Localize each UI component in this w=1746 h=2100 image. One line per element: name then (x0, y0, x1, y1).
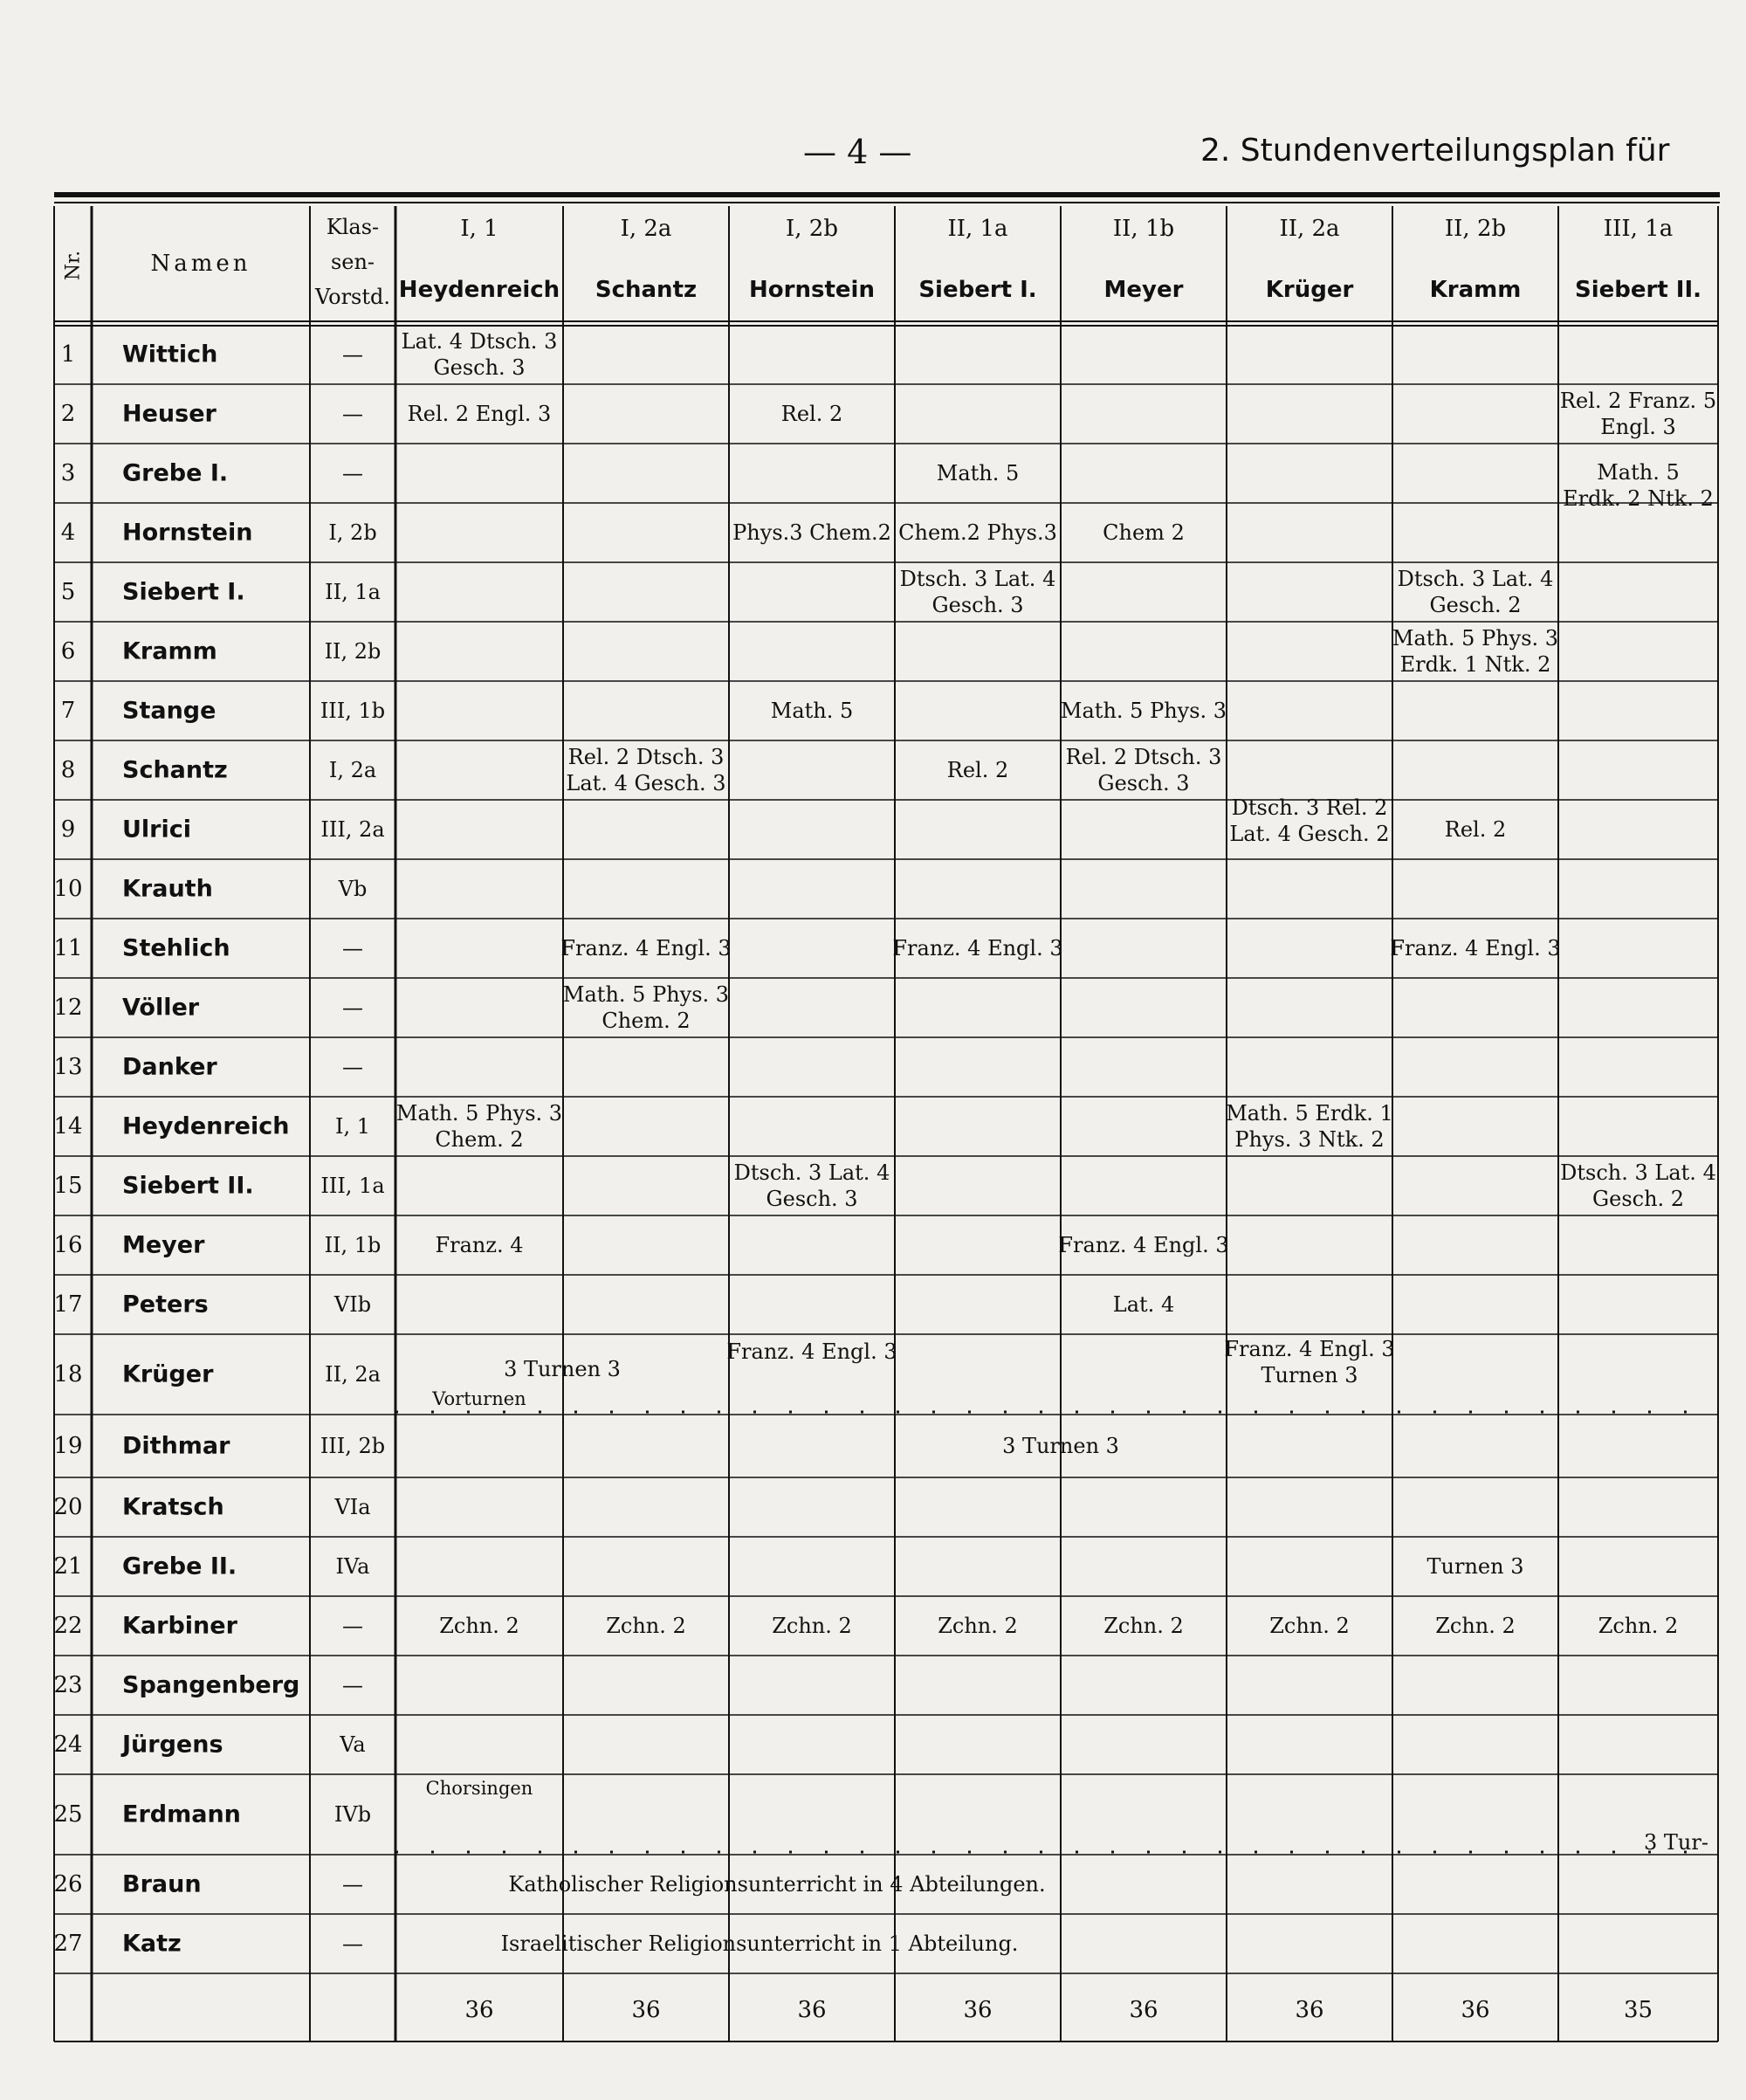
row-vorstand: Vb (338, 877, 368, 901)
col-header-class: II, 2b (1444, 216, 1507, 242)
assignment-cell: Dtsch. 3 Lat. 4 Gesch. 2 (1560, 1160, 1716, 1211)
col-header-class: II, 2a (1279, 216, 1340, 242)
assignment-cell: Math. 5 Erdk. 2 Ntk. 2 (1563, 460, 1714, 511)
teacher-name: Kratsch (122, 1493, 224, 1521)
row-number: 18 (53, 1361, 83, 1387)
assignment-cell: Math. 5 Erdk. 1 Phys. 3 Ntk. 2 (1226, 1101, 1393, 1152)
teacher-name: Stehlich (122, 934, 230, 962)
row-vorstand: II, 2b (324, 639, 382, 664)
column-total: 36 (963, 1997, 993, 2023)
assignment-cell: Franz. 4 Engl. 3 (1058, 1233, 1229, 1257)
assignment-cell: Zchn. 2 (938, 1614, 1018, 1638)
row-vorstand: VIa (334, 1495, 371, 1519)
row-vorstand: — (342, 402, 363, 426)
teacher-name: Danker (122, 1053, 217, 1081)
col-header-teacher: Kramm (1429, 277, 1522, 303)
row-vorstand: — (342, 1872, 363, 1897)
col-header-teacher: Heydenreich (398, 277, 560, 303)
column-total: 36 (631, 1997, 661, 2023)
row-number: 1 (60, 341, 76, 368)
row-number: 19 (53, 1433, 83, 1459)
teacher-name: Siebert II. (122, 1172, 254, 1200)
page-title: 2. Stundenverteilungsplan für (1200, 133, 1670, 169)
column-total: 36 (1461, 1997, 1490, 2023)
assignment-cell: Phys.3 Chem.2 (732, 520, 891, 545)
row-number: 23 (53, 1672, 83, 1698)
column-total: 36 (797, 1997, 827, 2023)
col-header-teacher: Hornstein (749, 277, 875, 303)
teacher-name: Peters (122, 1291, 209, 1319)
assignment-cell: 3 Turnen 3 (504, 1357, 621, 1381)
col-header-class: II, 1b (1112, 216, 1175, 242)
row-vorstand: VIb (333, 1292, 372, 1317)
col-header-namen: Namen (150, 251, 251, 277)
teacher-name: Erdmann (122, 1800, 241, 1828)
row-number: 12 (53, 995, 83, 1021)
teacher-name: Dithmar (122, 1432, 230, 1460)
row-number: 9 (60, 816, 76, 843)
row-number: 15 (53, 1173, 83, 1199)
assignment-cell: Dtsch. 3 Lat. 4 Gesch. 3 (899, 567, 1056, 617)
assignment-cell: Math. 5 Phys. 3 Chem. 2 (395, 1101, 563, 1152)
row-vorstand: — (342, 995, 363, 1020)
column-total: 36 (1295, 1997, 1324, 2023)
col-header-teacher: Siebert I. (918, 277, 1037, 303)
assignment-cell: Chem.2 Phys.3 (898, 520, 1057, 545)
row-number: 22 (53, 1613, 83, 1639)
teacher-name: Jürgens (122, 1731, 223, 1759)
row-number: 8 (60, 757, 76, 783)
row-vorstand: — (342, 1055, 363, 1079)
teacher-name: Katz (122, 1930, 182, 1958)
row-vorstand: II, 2a (325, 1362, 381, 1387)
row-vorstand: III, 1a (320, 1174, 385, 1198)
col-header-nr: Nr. (62, 250, 85, 281)
column-total: 36 (1129, 1997, 1158, 2023)
row-number: 25 (53, 1801, 83, 1828)
assignment-cell: Rel. 2 Dtsch. 3 Gesch. 3 (1065, 745, 1222, 795)
row-vorstand: — (342, 936, 363, 960)
assignment-cell: Zchn. 2 (772, 1614, 852, 1638)
assignment-cell: Dtsch. 3 Lat. 4 Gesch. 2 (1397, 567, 1554, 617)
assignment-cell: Franz. 4 (435, 1233, 524, 1257)
col-header-class: II, 1a (947, 216, 1008, 242)
teacher-name: Ulrici (122, 816, 192, 843)
assignment-cell: Chem 2 (1103, 520, 1185, 545)
row-number: 16 (53, 1232, 83, 1258)
teacher-name: Meyer (122, 1231, 205, 1259)
row-number: 6 (60, 638, 76, 664)
assignment-cell: Rel. 2 Dtsch. 3 Lat. 4 Gesch. 3 (566, 745, 726, 795)
row-vorstand: I, 1 (334, 1114, 371, 1139)
row-vorstand: I, 2a (328, 758, 377, 782)
row-vorstand: I, 2b (328, 520, 377, 545)
row-vorstand: III, 1b (320, 699, 386, 723)
page-number: — 4 — (803, 133, 912, 171)
row-number: 2 (60, 401, 76, 427)
assignment-cell: Lat. 4 (1112, 1292, 1175, 1317)
row-vorstand: III, 2b (320, 1434, 386, 1458)
assignment-cell: Turnen 3 (1426, 1554, 1524, 1579)
row-vorstand: — (342, 342, 363, 367)
assignment-cell: Rel. 2 (1444, 817, 1507, 842)
row-number: 4 (60, 520, 76, 546)
row-number: 5 (60, 579, 76, 605)
row-vorstand: — (342, 1931, 363, 1956)
row-number: 11 (53, 935, 83, 961)
row-vorstand: II, 1b (324, 1233, 382, 1257)
teacher-name: Stange (122, 697, 217, 725)
row-vorstand: IVb (333, 1802, 372, 1827)
row-number: 21 (53, 1553, 83, 1580)
row-vorstand: III, 2a (320, 817, 385, 842)
assignment-cell: Franz. 4 Engl. 3 Turnen 3 (1224, 1337, 1395, 1387)
assignment-cell: 3 Turnen 3 (1002, 1434, 1119, 1458)
teacher-name: Heuser (122, 400, 217, 428)
row-vorstand: Va (340, 1732, 366, 1757)
assignment-cell: Rel. 2 Franz. 5 Engl. 3 (1559, 389, 1717, 439)
row-number: 26 (53, 1871, 83, 1897)
teacher-name: Krauth (122, 875, 213, 903)
teacher-name: Völler (122, 994, 200, 1022)
assignment-cell: Rel. 2 (780, 402, 843, 426)
teacher-name: Hornstein (122, 519, 253, 547)
row-vorstand: — (342, 461, 363, 485)
row-number: 7 (60, 698, 76, 724)
col-header-class: I, 2b (786, 216, 838, 242)
row-number: 13 (53, 1054, 83, 1080)
assignment-cell: Rel. 2 Engl. 3 (407, 402, 552, 426)
assignment-cell: Math. 5 Phys. 3 (1060, 699, 1227, 723)
col-header-class: III, 1a (1603, 216, 1674, 242)
col-header-vorstand: Klas- sen- Vorstd. (314, 215, 391, 309)
assignment-cell: Math. 5 Phys. 3 Erdk. 1 Ntk. 2 (1392, 626, 1559, 677)
row-vorstand: — (342, 1673, 363, 1697)
col-header-class: I, 2a (620, 216, 672, 242)
assignment-cell: Chorsingen (425, 1778, 533, 1799)
row-number: 14 (53, 1113, 83, 1140)
assignment-cell: Lat. 4 Dtsch. 3 Gesch. 3 (401, 329, 558, 380)
col-header-class: I, 1 (460, 216, 498, 242)
assignment-cell: Math. 5 (936, 461, 1020, 485)
row-number: 27 (53, 1931, 83, 1957)
assignment-cell: Zchn. 2 (1103, 1614, 1184, 1638)
row-number: 17 (53, 1291, 83, 1318)
col-header-teacher: Siebert II. (1574, 277, 1702, 303)
teacher-name: Kramm (122, 637, 217, 665)
col-header-teacher: Krüger (1265, 277, 1354, 303)
assignment-cell: Rel. 2 (946, 758, 1009, 782)
row-number: 20 (53, 1494, 83, 1520)
teacher-name: Siebert I. (122, 578, 245, 606)
teacher-name: Krüger (122, 1360, 214, 1388)
teacher-name: Heydenreich (122, 1112, 290, 1140)
teacher-name: Grebe II. (122, 1553, 237, 1580)
assignment-cell: 3 Tur- (1644, 1830, 1708, 1855)
assignment-cell: Zchn. 2 (439, 1614, 519, 1638)
assignment-cell: Franz. 4 Engl. 3 (892, 936, 1063, 960)
assignment-cell: Zchn. 2 (1435, 1614, 1516, 1638)
assignment-cell: Math. 5 (770, 699, 854, 723)
column-total: 36 (464, 1997, 494, 2023)
row-vorstand: II, 1a (325, 580, 381, 604)
assignment-cell: Israelitischer Religionsunterricht in 1 Abteilung. (500, 1931, 1019, 1956)
assignment-cell: Franz. 4 Engl. 3 (726, 1339, 897, 1364)
col-header-teacher: Schantz (595, 277, 698, 303)
row-vorstand: IVa (335, 1554, 370, 1579)
assignment-cell: Dtsch. 3 Lat. 4 Gesch. 3 (733, 1160, 890, 1211)
row-number: 24 (53, 1732, 83, 1758)
teacher-name: Grebe I. (122, 459, 229, 487)
row-number: 10 (53, 876, 83, 902)
col-header-teacher: Meyer (1103, 277, 1184, 303)
assignment-cell: Zchn. 2 (1269, 1614, 1350, 1638)
assignment-cell: Franz. 4 Engl. 3 (1390, 936, 1561, 960)
teacher-name: Spangenberg (122, 1671, 300, 1699)
row-number: 3 (60, 460, 76, 486)
assignment-cell: Dtsch. 3 Rel. 2 Lat. 4 Gesch. 2 (1229, 795, 1390, 846)
assignment-cell: Vorturnen (432, 1388, 526, 1409)
row-vorstand: — (342, 1614, 363, 1638)
assignment-cell: Franz. 4 Engl. 3 (560, 936, 732, 960)
teacher-name: Braun (122, 1870, 202, 1898)
teacher-name: Karbiner (122, 1612, 237, 1640)
teacher-name: Wittich (122, 341, 218, 368)
assignment-cell: Math. 5 Phys. 3 Chem. 2 (562, 982, 730, 1033)
assignment-cell: Zchn. 2 (1598, 1614, 1679, 1638)
teacher-name: Schantz (122, 756, 228, 784)
assignment-cell: Katholischer Religionsunterricht in 4 Abteilungen. (508, 1872, 1046, 1897)
assignment-cell: Zchn. 2 (606, 1614, 686, 1638)
column-total: 35 (1623, 1997, 1653, 2023)
